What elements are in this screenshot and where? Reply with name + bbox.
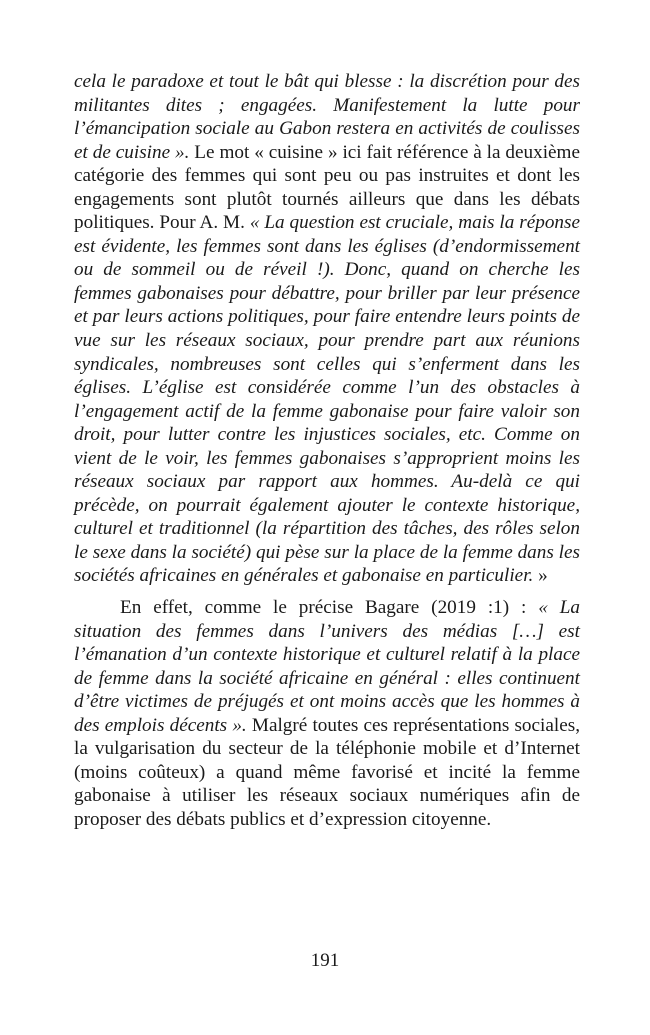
quote-text: cela le paradoxe et tout le bât qui blesse : la discrétion pour des militantes dites ; engagées. Manifestement la lutte pour l’émancipation sociale au Gabon restera en activités de coulisses et de cuisine ». <box>74 71 580 163</box>
body-text: Le mot « cuisine » ici fait référence à la deuxième catégorie des femmes qui sont peu ou pas instruites et dont les engagements sont plutôt tournés ailleurs que dans les débats politiques. Pour A. M. <box>74 141 580 234</box>
page-body <box>74 70 580 832</box>
body-text: Malgré toutes ces représentations sociales, la vulgarisation du secteur de la téléphonie mobile et d’Internet (moins coûteux) a quand même favorisé et incité la femme gabonaise à utiliser les réseaux sociaux numériques afin de proposer des débats publics et d’expression citoyenne. <box>74 714 580 830</box>
paragraph-continuation <box>74 70 580 588</box>
page-number: 191 <box>310 950 340 971</box>
quote-text: « La situation des femmes dans l’univers des médias […] est l’émanation d’un contexte historique et culturel relatif à la place de femme dans la société africaine en général : elles continuent d’être victimes de préjugés et ont moins accès que les hommes à des emplois décents ». <box>74 597 580 736</box>
body-text: En effet, comme le précise Bagare (2019 :1) : <box>120 597 539 619</box>
paragraph-en-effet <box>74 596 580 831</box>
closing-quote: » <box>533 565 548 587</box>
quote-text: « La question est cruciale, mais la réponse est évidente, les femmes sont dans les églises (d’endormissement ou de sommeil ou de réveil !). Donc, quand on cherche les femmes gabonaises pour débattre, pour briller par leur présence et par leurs actions politiques, pour faire entendre leurs points de vue sur les réseaux sociaux, pour prendre part aux réunions syndicales, nombreuses sont celles qui s’enferment dans les églises. L’église est considérée comme l’un des obstacles à l’engagement actif de la femme gabonaise pour faire valoir son droit, pour lutter contre les injustices sociales, etc. Comme on vient de le voir, les femmes gabonaises s’approprient moins les réseaux sociaux par rapport aux hommes. Au-delà ce qui précède, on pourrait également ajouter le contexte historique, culturel et traditionnel (la répartition des tâches, des rôles selon le sexe dans la société) qui pèse sur la place de la femme dans les sociétés africaines en générales et gabonaise en particulier. <box>74 212 580 587</box>
